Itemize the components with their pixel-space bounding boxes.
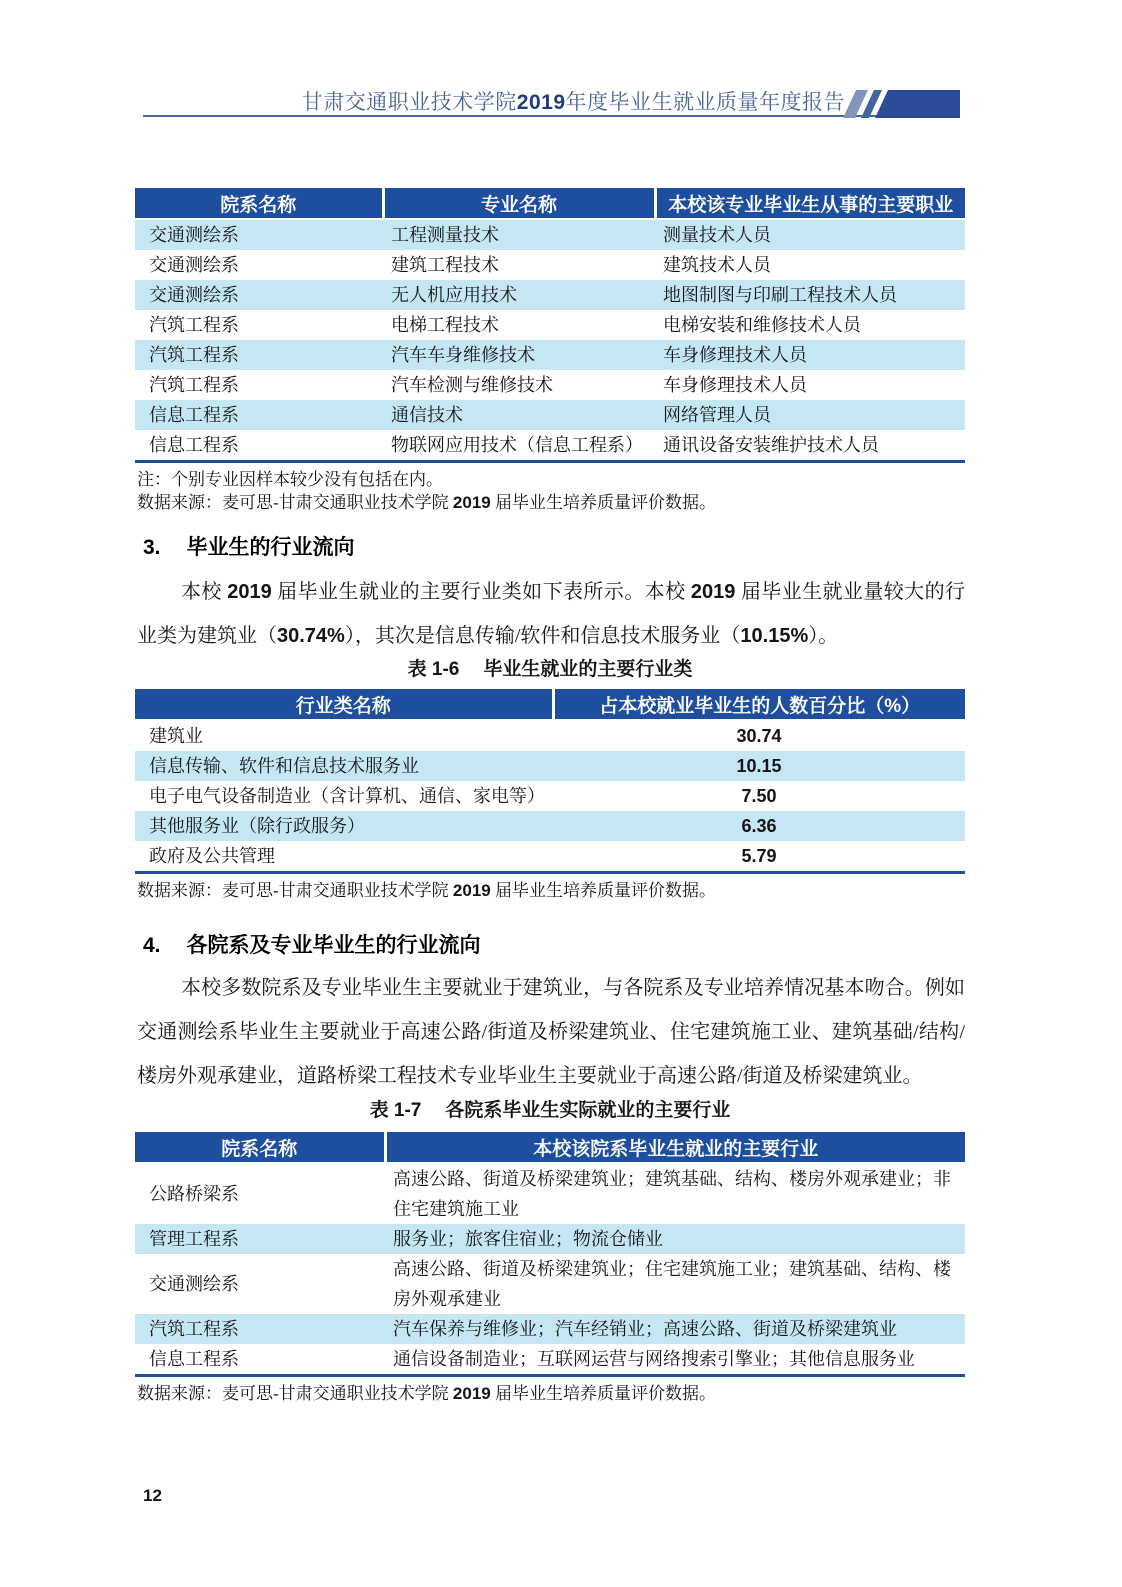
table-row — [135, 400, 965, 430]
header-rule — [143, 115, 897, 117]
table-cell: 无人机应用技术 — [391, 285, 517, 305]
table-cell: 建筑业 — [149, 726, 203, 746]
section-3-paragraph — [137, 570, 965, 658]
section-4-heading — [143, 929, 481, 959]
source-text-post: 届毕业生培养质量评价数据。 — [490, 881, 716, 900]
page-header-title — [143, 86, 845, 116]
column-header-department: 院系名称 — [135, 188, 383, 219]
section-3-number: 3. — [143, 536, 161, 559]
table-1-7-caption — [135, 1095, 965, 1122]
table-cell: 工程测量技术 — [391, 225, 499, 245]
table-cell: 通讯设备安装维护技术人员 — [663, 435, 879, 455]
para-number: 2019 — [227, 581, 272, 603]
table-cell: 6.36 — [741, 816, 777, 836]
table-cell: 汽车保养与维修业；汽车经销业；高速公路、街道及桥梁建筑业 — [393, 1319, 897, 1339]
data-source-note — [137, 491, 965, 514]
caption-title: 毕业生就业的主要行业类 — [483, 659, 693, 680]
table-cell: 管理工程系 — [149, 1229, 239, 1249]
table-cell: 10.15 — [736, 756, 782, 776]
data-source-note — [137, 879, 965, 902]
table-row — [135, 720, 965, 751]
department-industry-table-block — [135, 1132, 965, 1405]
table-cell: 政府及公共管理 — [149, 846, 275, 866]
para-text: 届毕业生就业的主要行业类如下表所示。本校 — [271, 581, 691, 603]
table-cell: 电梯工程技术 — [391, 315, 499, 335]
caption-title: 各院系毕业生实际就业的主要行业 — [445, 1100, 731, 1121]
table-row — [135, 280, 965, 310]
source-year: 2019 — [452, 1384, 491, 1403]
table-cell: 电梯安装和维修技术人员 — [663, 315, 861, 335]
table-cell: 汽筑工程系 — [149, 315, 239, 335]
para-text: ），其次是信息传输/软件和信息技术服务业（ — [344, 625, 741, 647]
table-1-6-caption — [135, 654, 965, 681]
table-cell: 车身修理技术人员 — [663, 375, 807, 395]
section-3-title: 毕业生的行业流向 — [186, 536, 355, 559]
table-row — [135, 250, 965, 280]
source-text-pre: 数据来源：麦可思-甘肃交通职业技术学院 — [137, 1384, 453, 1403]
table-cell: 汽车检测与维修技术 — [391, 375, 553, 395]
table-row — [135, 781, 965, 811]
column-header-main-industry: 本校该院系毕业生就业的主要行业 — [385, 1132, 965, 1163]
table-cell: 7.50 — [741, 786, 777, 806]
department-industry-table — [135, 1132, 965, 1377]
page-number: 12 — [143, 1486, 162, 1505]
data-source-note — [137, 1382, 965, 1405]
table-row — [135, 811, 965, 841]
section-4-paragraph: 本校多数院系及专业毕业生主要就业于建筑业，与各院系及专业培养情况基本吻合。例如交通测绘系毕业生主要就业于高速公路/街道及桥梁建筑业、住宅建筑施工业、建筑基础/结构/楼房外观承建业，道路桥梁工程技术专业毕业生主要就业于高速公路/街道及桥梁建筑业。 — [137, 977, 965, 1087]
source-year: 2019 — [452, 881, 491, 900]
para-number: 30.74% — [277, 625, 345, 647]
table-cell: 建筑技术人员 — [663, 255, 771, 275]
industry-percentage-table — [135, 689, 965, 874]
table-cell: 交通测绘系 — [149, 225, 239, 245]
table-header-row — [135, 689, 965, 720]
section-4-number: 4. — [143, 934, 161, 957]
deco-rect — [875, 90, 960, 118]
table-row — [135, 1254, 965, 1314]
table-row — [135, 841, 965, 873]
table-cell: 交通测绘系 — [149, 285, 239, 305]
section-3-heading — [143, 531, 355, 561]
table-cell: 服务业；旅客住宿业；物流仓储业 — [393, 1229, 663, 1249]
majors-table-block — [135, 188, 965, 514]
header-title-rest: 年度毕业生就业质量年度报告 — [565, 90, 845, 114]
table-cell: 地图制图与印刷工程技术人员 — [663, 285, 897, 305]
table-cell: 通信技术 — [391, 405, 463, 425]
table-cell: 建筑工程技术 — [391, 255, 499, 275]
source-text-pre: 数据来源：麦可思-甘肃交通职业技术学院 — [137, 881, 453, 900]
table-cell: 信息传输、软件和信息技术服务业 — [149, 756, 419, 776]
table-cell: 30.74 — [736, 726, 782, 746]
table-cell: 电子电气设备制造业（含计算机、通信、家电等） — [149, 786, 545, 806]
majors-occupation-table — [135, 188, 965, 463]
table-row — [135, 1344, 965, 1376]
table-cell: 高速公路、街道及桥梁建筑业；建筑基础、结构、楼房外观承建业；非住宅建筑施工业 — [393, 1169, 951, 1219]
source-year: 2019 — [452, 493, 491, 512]
table-cell: 汽筑工程系 — [149, 345, 239, 365]
source-text-pre: 数据来源：麦可思-甘肃交通职业技术学院 — [137, 493, 453, 512]
table-cell: 通信设备制造业；互联网运营与网络搜索引擎业；其他信息服务业 — [393, 1349, 915, 1369]
table-cell: 信息工程系 — [149, 435, 239, 455]
para-text: 本校 — [181, 581, 228, 603]
column-header-department: 院系名称 — [135, 1132, 385, 1163]
para-number: 2019 — [690, 581, 736, 603]
header-stripes-decoration — [843, 90, 960, 118]
column-header-occupation: 本校该专业毕业生从事的主要职业 — [655, 188, 965, 219]
table-header-row — [135, 188, 965, 219]
table-row — [135, 370, 965, 400]
table-row — [135, 430, 965, 462]
caption-label: 表 1-7 — [369, 1100, 422, 1121]
table-cell: 汽车车身维修技术 — [391, 345, 535, 365]
column-header-industry: 行业类名称 — [135, 689, 553, 720]
table-cell: 5.79 — [741, 846, 777, 866]
table-row — [135, 751, 965, 781]
industry-table-block — [135, 689, 965, 902]
table-row — [135, 1314, 965, 1344]
table-row — [135, 1163, 965, 1224]
table-cell: 高速公路、街道及桥梁建筑业；住宅建筑施工业；建筑基础、结构、楼房外观承建业 — [393, 1259, 951, 1309]
table-cell: 交通测绘系 — [149, 255, 239, 275]
table-cell: 信息工程系 — [149, 405, 239, 425]
table-row — [135, 340, 965, 370]
table-note: 注：个别专业因样本较少没有包括在内。 — [137, 470, 443, 489]
column-header-major: 专业名称 — [383, 188, 655, 219]
table-row — [135, 310, 965, 340]
table-cell: 汽筑工程系 — [149, 1319, 239, 1339]
table-cell: 其他服务业（除行政服务） — [149, 816, 365, 836]
header-year: 2019 — [516, 91, 566, 114]
table-cell: 信息工程系 — [149, 1349, 239, 1369]
section-4-title: 各院系及专业毕业生的行业流向 — [186, 934, 481, 957]
table-cell: 车身修理技术人员 — [663, 345, 807, 365]
table-cell: 物联网应用技术（信息工程系） — [391, 435, 643, 455]
source-text-post: 届毕业生培养质量评价数据。 — [490, 493, 716, 512]
table-header-row — [135, 1132, 965, 1163]
table-row — [135, 1224, 965, 1254]
caption-label: 表 1-6 — [407, 659, 460, 680]
table-cell: 交通测绘系 — [149, 1274, 239, 1294]
para-text: ）。 — [808, 625, 839, 647]
table-cell: 测量技术人员 — [663, 225, 771, 245]
table-row — [135, 219, 965, 250]
header-school-name: 甘肃交通职业技术学院 — [301, 90, 517, 114]
source-text-post: 届毕业生培养质量评价数据。 — [490, 1384, 716, 1403]
para-number: 10.15% — [740, 625, 809, 647]
table-cell: 网络管理人员 — [663, 405, 771, 425]
para-text: 届毕业生就业量较大的行业类为建筑业（ — [137, 581, 966, 647]
table-cell: 汽筑工程系 — [149, 375, 239, 395]
column-header-percentage: 占本校就业毕业生的人数百分比（%） — [553, 689, 965, 720]
table-cell: 公路桥梁系 — [149, 1184, 239, 1204]
